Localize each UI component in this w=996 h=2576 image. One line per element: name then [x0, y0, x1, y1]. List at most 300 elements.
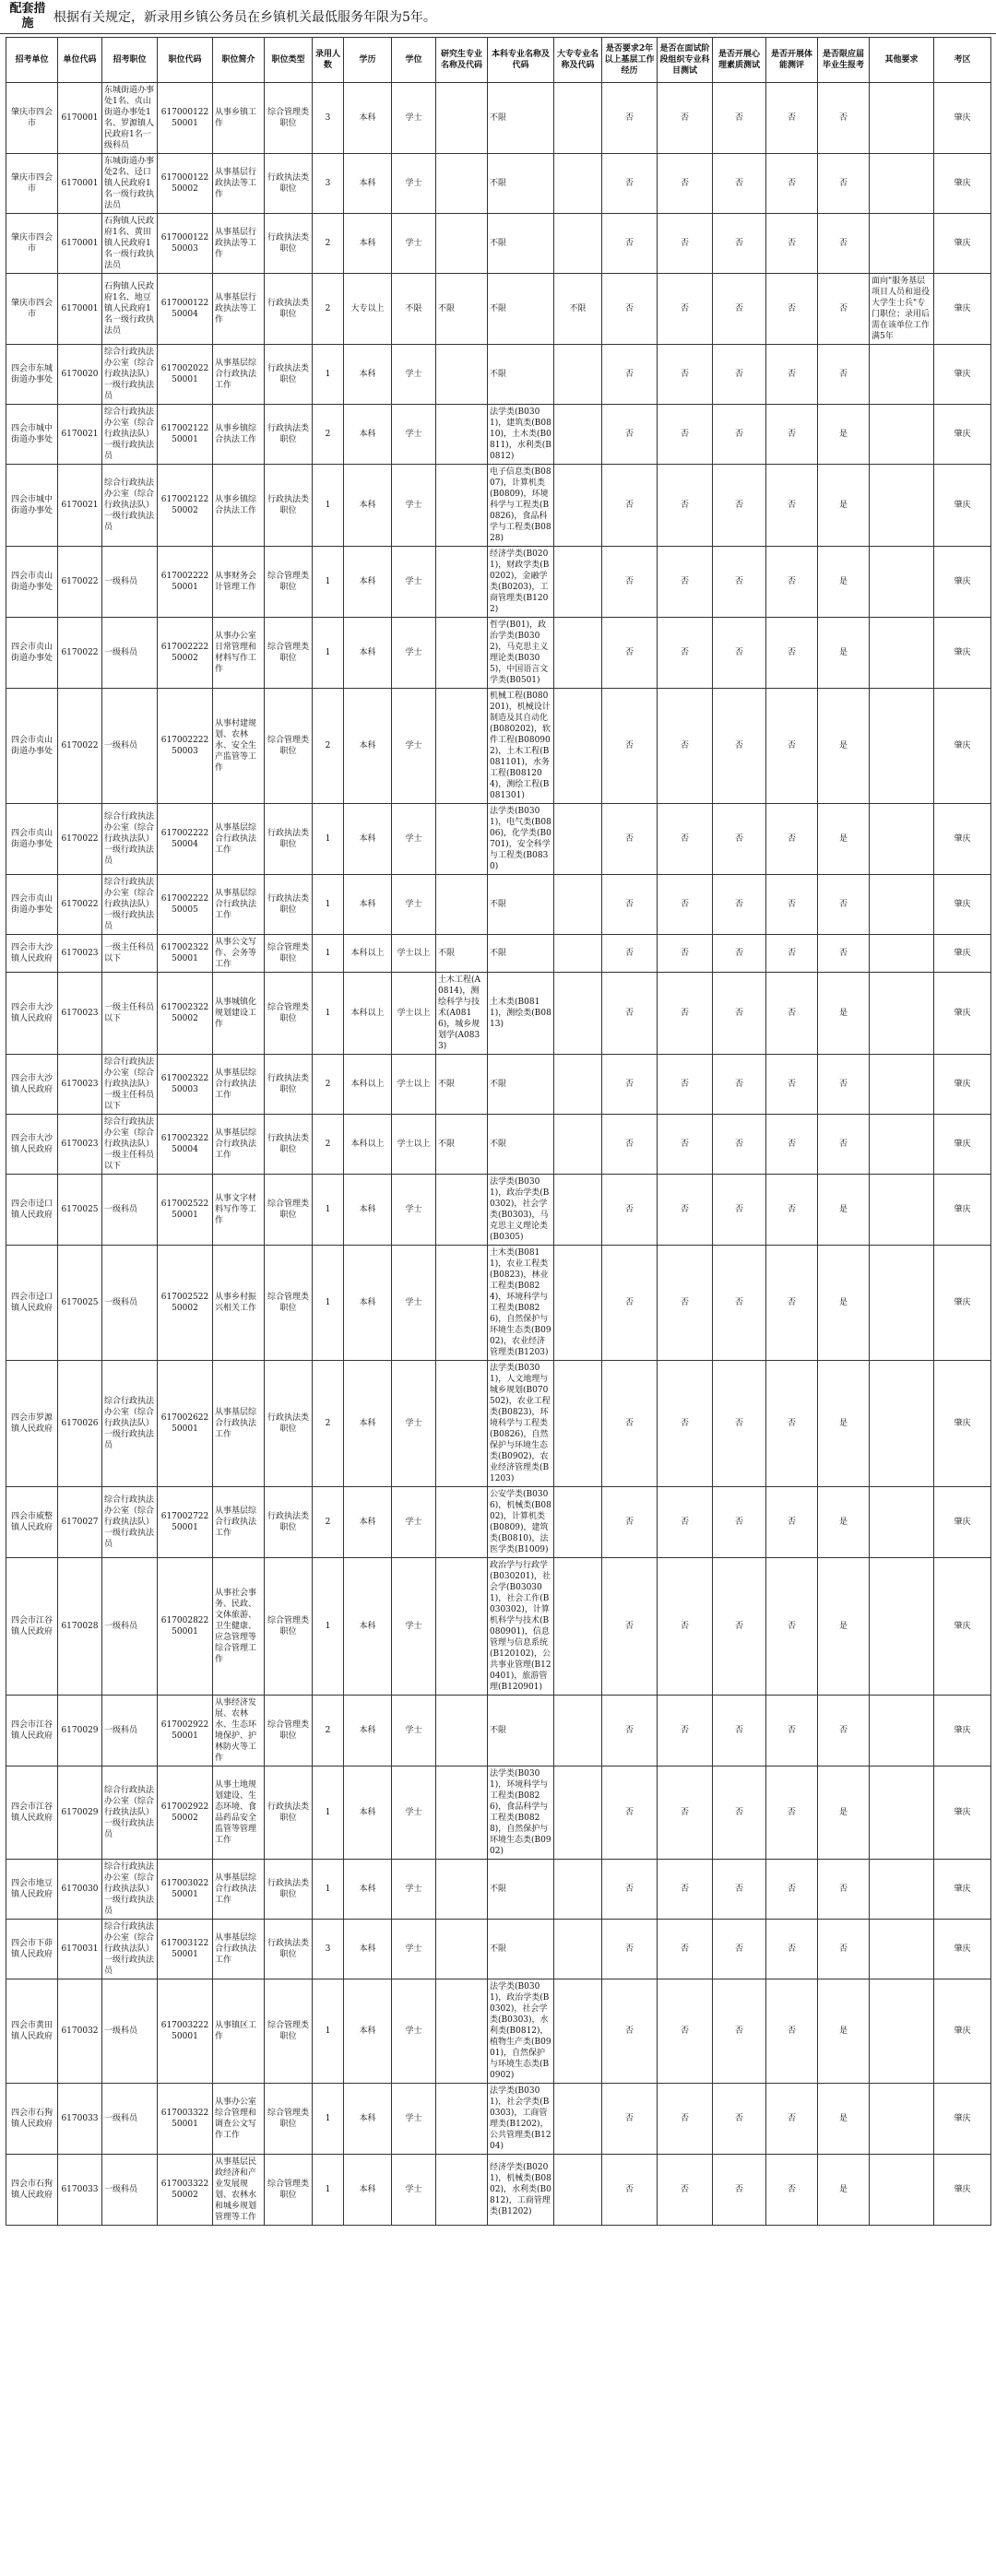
table-cell: 学士 — [392, 405, 436, 465]
table-cell: 从事基层综合行政执法工作 — [213, 1920, 265, 1979]
table-cell: 否 — [658, 1246, 713, 1361]
table-cell: 否 — [766, 618, 818, 689]
table-cell — [554, 345, 602, 405]
table-cell: 石狗镇人民政府1名、地豆镇人民政府1名一级行政执法员 — [102, 274, 158, 345]
table-cell: 否 — [713, 2084, 766, 2155]
table-cell — [554, 1487, 602, 1558]
table-cell — [870, 465, 934, 547]
table-cell — [870, 804, 934, 875]
table-cell: 1 — [313, 1979, 344, 2084]
table-cell: 是 — [818, 2084, 870, 2155]
table-cell: 否 — [602, 1767, 658, 1860]
table-cell: 否 — [766, 1696, 818, 1767]
table-cell: 学士以上 — [392, 1055, 436, 1115]
table-cell: 61700222250004 — [158, 804, 213, 875]
table-cell — [554, 1860, 602, 1920]
table-cell — [554, 689, 602, 804]
table-cell: 从事基层综合行政执法工作 — [213, 1860, 265, 1920]
table-cell — [436, 1696, 488, 1767]
table-cell: 1 — [313, 1246, 344, 1361]
table-cell: 否 — [713, 1558, 766, 1696]
table-cell: 否 — [602, 618, 658, 689]
table-cell: 不限 — [488, 154, 554, 214]
table-cell: 面向"服务基层项目人员和退役大学生士兵"专门职位；录用后需在该单位工作满5年 — [870, 274, 934, 345]
table-cell: 6170027 — [58, 1487, 102, 1558]
table-cell: 从事乡村振兴相关工作 — [213, 1246, 265, 1361]
table-cell: 行政执法类职位 — [265, 1920, 313, 1979]
table-cell: 不限 — [392, 274, 436, 345]
table-cell: 否 — [766, 2155, 818, 2226]
table-cell: 综合管理类职位 — [265, 1558, 313, 1696]
table-cell: 学士以上 — [392, 935, 436, 973]
table-cell: 肇庆市四会市 — [6, 83, 58, 154]
table-cell: 本科 — [344, 1175, 392, 1246]
table-cell — [870, 1361, 934, 1487]
notice-bar — [0, 0, 996, 34]
table-cell: 学士 — [392, 547, 436, 618]
table-cell — [436, 1767, 488, 1860]
table-cell: 61700302250001 — [158, 1860, 213, 1920]
table-cell: 否 — [602, 83, 658, 154]
table-cell: 是 — [818, 1558, 870, 1696]
table-cell: 61700252250002 — [158, 1246, 213, 1361]
table-cell: 否 — [766, 345, 818, 405]
table-cell: 否 — [713, 804, 766, 875]
table-cell: 61700232250003 — [158, 1055, 213, 1115]
table-cell: 综合行政执法办公室（综合行政执法队）一级行政执法员 — [102, 1860, 158, 1920]
table-cell: 否 — [766, 935, 818, 973]
table-cell: 否 — [602, 1920, 658, 1979]
table-cell — [870, 935, 934, 973]
table-cell: 综合管理类职位 — [265, 689, 313, 804]
table-cell: 学士以上 — [392, 973, 436, 1055]
table-cell — [436, 1920, 488, 1979]
table-cell: 否 — [766, 804, 818, 875]
table-cell: 否 — [818, 1696, 870, 1767]
table-cell: 土木类(B0811)，测绘类(B0813) — [488, 973, 554, 1055]
table-cell — [554, 405, 602, 465]
table-cell: 肇庆 — [934, 2155, 991, 2226]
table-cell: 本科 — [344, 689, 392, 804]
column-header: 研究生专业名称及代码 — [436, 38, 488, 83]
table-cell: 1 — [313, 1558, 344, 1696]
table-cell: 否 — [766, 1115, 818, 1175]
table-cell: 行政执法类职位 — [265, 345, 313, 405]
table-cell — [554, 1767, 602, 1860]
table-cell: 法学类(B0301)，人文地理与城乡规划(B070502)，农业工程类(B0823)，环境科学与工程类(B0826)，自然保护与环境生态类(B0902)，农业经济管理类(B1203) — [488, 1361, 554, 1487]
table-cell: 否 — [713, 465, 766, 547]
table-cell: 从事办公室综合管理和调查公文写作工作 — [213, 2084, 265, 2155]
table-cell: 行政执法类职位 — [265, 465, 313, 547]
table-cell: 否 — [602, 1558, 658, 1696]
table-cell: 不限 — [488, 1055, 554, 1115]
table-cell — [436, 2084, 488, 2155]
table-cell: 否 — [766, 973, 818, 1055]
table-cell: 从事土地规划建设、生态环境、食品药品安全监管等管理工作 — [213, 1767, 265, 1860]
table-cell: 一级主任科员以下 — [102, 973, 158, 1055]
table-cell: 综合行政执法办公室（综合行政执法队）一级行政执法员 — [102, 804, 158, 875]
table-cell: 6170030 — [58, 1860, 102, 1920]
table-cell: 61700012250003 — [158, 214, 213, 274]
table-cell: 否 — [766, 1055, 818, 1115]
table-cell: 是 — [818, 618, 870, 689]
table-cell: 否 — [658, 154, 713, 214]
table-cell: 2 — [313, 214, 344, 274]
table-cell: 6170031 — [58, 1920, 102, 1979]
table-cell: 否 — [658, 935, 713, 973]
table-cell: 综合管理类职位 — [265, 1246, 313, 1361]
table-cell: 61700222250003 — [158, 689, 213, 804]
table-cell: 否 — [766, 1767, 818, 1860]
table-cell: 四会市江谷镇人民政府 — [6, 1767, 58, 1860]
table-cell: 61700012250004 — [158, 274, 213, 345]
table-cell: 肇庆 — [934, 689, 991, 804]
table-cell: 6170021 — [58, 405, 102, 465]
table-cell — [436, 214, 488, 274]
table-cell: 否 — [713, 547, 766, 618]
table-cell: 行政执法类职位 — [265, 1055, 313, 1115]
table-cell: 行政执法类职位 — [265, 214, 313, 274]
table-cell: 6170029 — [58, 1767, 102, 1860]
table-cell: 学士 — [392, 804, 436, 875]
table-row — [6, 1558, 991, 1696]
column-header: 学历 — [344, 38, 392, 83]
table-row — [6, 1055, 991, 1115]
table-cell: 61700212250001 — [158, 405, 213, 465]
table-cell: 四会市石狗镇人民政府 — [6, 2155, 58, 2226]
table-cell: 6170001 — [58, 274, 102, 345]
table-cell: 四会市贞山街道办事处 — [6, 689, 58, 804]
table-cell: 否 — [658, 875, 713, 935]
table-cell — [554, 1115, 602, 1175]
table-cell: 否 — [602, 274, 658, 345]
table-cell: 综合行政执法办公室（综合行政执法队）一级行政执法员 — [102, 405, 158, 465]
table-cell: 四会市贞山街道办事处 — [6, 618, 58, 689]
column-header: 是否开展心理素质测试 — [713, 38, 766, 83]
table-cell: 本科以上 — [344, 1055, 392, 1115]
table-cell: 6170022 — [58, 804, 102, 875]
table-row — [6, 875, 991, 935]
table-cell: 否 — [713, 345, 766, 405]
table-cell: 从事财务会计管理工作 — [213, 547, 265, 618]
table-cell: 综合行政执法办公室（综合行政执法队）一级行政执法员 — [102, 1920, 158, 1979]
table-cell — [436, 465, 488, 547]
table-cell: 否 — [713, 2155, 766, 2226]
table-cell — [870, 83, 934, 154]
table-cell: 不限 — [488, 83, 554, 154]
table-cell: 行政执法类职位 — [265, 405, 313, 465]
table-cell: 1 — [313, 973, 344, 1055]
table-cell: 综合行政执法办公室（综合行政执法队）一级行政执法员 — [102, 875, 158, 935]
table-cell: 肇庆 — [934, 935, 991, 973]
column-header: 职位代码 — [158, 38, 213, 83]
table-cell: 从事乡镇综合执法工作 — [213, 405, 265, 465]
table-row — [6, 465, 991, 547]
table-cell: 本科 — [344, 1487, 392, 1558]
table-cell: 6170025 — [58, 1246, 102, 1361]
table-cell: 综合管理类职位 — [265, 618, 313, 689]
table-cell: 61700222250001 — [158, 547, 213, 618]
table-cell: 综合管理类职位 — [265, 1696, 313, 1767]
table-cell: 否 — [658, 405, 713, 465]
table-cell: 否 — [713, 274, 766, 345]
table-cell — [436, 1175, 488, 1246]
table-cell: 不限 — [436, 274, 488, 345]
column-header: 大专专业名称及代码 — [554, 38, 602, 83]
table-cell: 肇庆 — [934, 465, 991, 547]
table-cell: 是 — [818, 547, 870, 618]
table-cell — [436, 1979, 488, 2084]
table-cell: 2 — [313, 689, 344, 804]
table-cell: 否 — [658, 689, 713, 804]
table-cell — [870, 405, 934, 465]
notice-text: 根据有关规定，新录用乡镇公务员在乡镇机关最低服务年限为5年。 — [53, 10, 436, 25]
table-cell: 61700292250001 — [158, 1696, 213, 1767]
table-cell — [870, 1487, 934, 1558]
table-cell: 学士以上 — [392, 1115, 436, 1175]
table-cell: 不限 — [488, 1920, 554, 1979]
table-cell: 从事文字材料写作等工作 — [213, 1175, 265, 1246]
table-cell: 土木类(B0811)，农业工程类(B0823)，林业工程类(B0824)，环境科学与工程类(B0826)，自然保护与环境生态类(B0902)，农业经济管理类(B1203) — [488, 1246, 554, 1361]
column-header: 是否开展体能测评 — [766, 38, 818, 83]
table-cell: 61700262250001 — [158, 1361, 213, 1487]
table-cell: 否 — [818, 274, 870, 345]
table-cell: 否 — [766, 1361, 818, 1487]
table-cell: 从事城镇化规划建设工作 — [213, 973, 265, 1055]
table-cell: 综合行政执法办公室（综合行政执法队）一级行政执法员 — [102, 1487, 158, 1558]
table-cell: 综合行政执法办公室（综合行政执法队）一级主任科员以下 — [102, 1115, 158, 1175]
table-cell — [436, 1246, 488, 1361]
table-cell: 哲学(B01)，政治学类(B0302)，马克思主义理论类(B0305)，中国语言文学类(B0501) — [488, 618, 554, 689]
table-cell: 本科 — [344, 2084, 392, 2155]
table-cell: 否 — [658, 1115, 713, 1175]
table-cell: 否 — [713, 1115, 766, 1175]
table-cell: 否 — [658, 2155, 713, 2226]
table-cell: 否 — [713, 1696, 766, 1767]
table-cell — [870, 1558, 934, 1696]
table-cell — [870, 875, 934, 935]
table-cell: 肇庆 — [934, 1246, 991, 1361]
table-cell — [554, 2084, 602, 2155]
table-cell — [870, 1920, 934, 1979]
table-cell: 否 — [658, 1696, 713, 1767]
table-cell: 本科以上 — [344, 973, 392, 1055]
table-cell: 否 — [713, 405, 766, 465]
table-cell: 学士 — [392, 1175, 436, 1246]
column-header: 本科专业名称及代码 — [488, 38, 554, 83]
table-cell: 否 — [602, 1361, 658, 1487]
table-cell — [436, 1361, 488, 1487]
table-cell — [870, 1696, 934, 1767]
table-cell: 否 — [713, 1860, 766, 1920]
table-cell: 否 — [602, 1055, 658, 1115]
table-cell — [436, 83, 488, 154]
table-cell: 肇庆 — [934, 973, 991, 1055]
table-cell: 一级科员 — [102, 2155, 158, 2226]
table-cell: 肇庆 — [934, 804, 991, 875]
table-cell: 经济学类(B0201)，机械类(B0802)，水利类(B0812)，工商管理类(B1202) — [488, 2155, 554, 2226]
table-cell: 本科 — [344, 83, 392, 154]
table-cell: 本科 — [344, 1860, 392, 1920]
table-cell: 综合行政执法办公室（综合行政执法队）一级行政执法员 — [102, 1767, 158, 1860]
table-row — [6, 689, 991, 804]
table-cell: 从事基层综合行政执法工作 — [213, 875, 265, 935]
table-cell: 从事镇区工作 — [213, 1979, 265, 2084]
table-cell: 2 — [313, 1115, 344, 1175]
table-cell: 否 — [602, 935, 658, 973]
table-cell — [436, 1860, 488, 1920]
table-cell: 否 — [602, 547, 658, 618]
table-cell: 否 — [713, 1767, 766, 1860]
table-row — [6, 1920, 991, 1979]
table-cell: 综合管理类职位 — [265, 1979, 313, 2084]
table-cell: 本科 — [344, 345, 392, 405]
table-cell: 综合管理类职位 — [265, 547, 313, 618]
table-cell: 四会市城中街道办事处 — [6, 405, 58, 465]
table-cell: 6170023 — [58, 1115, 102, 1175]
table-cell: 2 — [313, 1055, 344, 1115]
table-cell: 四会市迳口镇人民政府 — [6, 1175, 58, 1246]
table-cell: 否 — [658, 1767, 713, 1860]
table-cell: 不限 — [488, 274, 554, 345]
table-cell: 6170022 — [58, 547, 102, 618]
table-cell: 行政执法类职位 — [265, 804, 313, 875]
table-cell: 综合管理类职位 — [265, 1175, 313, 1246]
table-cell: 学士 — [392, 1920, 436, 1979]
table-cell: 从事基层综合行政执法工作 — [213, 1115, 265, 1175]
table-cell — [436, 689, 488, 804]
table-cell: 学士 — [392, 875, 436, 935]
table-cell: 否 — [713, 1361, 766, 1487]
table-cell — [870, 154, 934, 214]
table-cell: 否 — [658, 1055, 713, 1115]
table-cell: 61700012250001 — [158, 83, 213, 154]
table-cell: 否 — [818, 1115, 870, 1175]
table-cell: 否 — [658, 274, 713, 345]
table-cell: 6170022 — [58, 618, 102, 689]
table-cell: 是 — [818, 1361, 870, 1487]
recruitment-table — [6, 37, 991, 2226]
table-cell: 不限 — [488, 875, 554, 935]
table-cell: 综合行政执法办公室（综合行政执法队）一级主任科员以下 — [102, 1055, 158, 1115]
table-cell: 肇庆 — [934, 547, 991, 618]
table-cell: 学士 — [392, 83, 436, 154]
table-cell: 否 — [766, 465, 818, 547]
table-cell: 本科以上 — [344, 935, 392, 973]
table-row — [6, 935, 991, 973]
table-cell: 否 — [766, 1487, 818, 1558]
table-row — [6, 2084, 991, 2155]
table-cell: 否 — [818, 83, 870, 154]
table-cell: 从事经济发展、农林水、生态环境保护、护林防火等工作 — [213, 1696, 265, 1767]
table-cell — [554, 1920, 602, 1979]
table-cell: 学士 — [392, 618, 436, 689]
table-cell — [554, 875, 602, 935]
table-cell — [436, 875, 488, 935]
table-cell: 否 — [713, 1055, 766, 1115]
table-cell: 肇庆 — [934, 1558, 991, 1696]
table-cell: 学士 — [392, 154, 436, 214]
table-cell: 否 — [658, 547, 713, 618]
table-cell: 6170022 — [58, 689, 102, 804]
table-cell: 一级科员 — [102, 1696, 158, 1767]
table-cell: 行政执法类职位 — [265, 154, 313, 214]
table-cell — [436, 547, 488, 618]
table-cell — [870, 1860, 934, 1920]
table-row — [6, 214, 991, 274]
table-row — [6, 618, 991, 689]
table-cell: 四会市江谷镇人民政府 — [6, 1558, 58, 1696]
table-cell: 否 — [713, 1487, 766, 1558]
table-cell: 肇庆 — [934, 1920, 991, 1979]
table-cell: 不限 — [488, 1115, 554, 1175]
table-cell: 1 — [313, 465, 344, 547]
table-cell: 四会市贞山街道办事处 — [6, 804, 58, 875]
table-cell: 学士 — [392, 1558, 436, 1696]
table-row — [6, 1860, 991, 1920]
table-cell: 6170021 — [58, 465, 102, 547]
table-cell — [436, 1487, 488, 1558]
table-cell — [870, 689, 934, 804]
table-cell: 否 — [766, 875, 818, 935]
table-cell: 否 — [658, 1361, 713, 1487]
table-cell: 一级科员 — [102, 2084, 158, 2155]
table-cell: 行政执法类职位 — [265, 1115, 313, 1175]
table-cell — [870, 618, 934, 689]
table-cell: 四会市地豆镇人民政府 — [6, 1860, 58, 1920]
table-cell: 本科 — [344, 1920, 392, 1979]
table-cell: 否 — [658, 1175, 713, 1246]
table-cell: 肇庆 — [934, 1175, 991, 1246]
table-header-row — [6, 38, 991, 83]
table-row — [6, 1361, 991, 1487]
table-cell: 四会市迳口镇人民政府 — [6, 1246, 58, 1361]
table-cell: 否 — [713, 689, 766, 804]
table-cell — [870, 1979, 934, 2084]
table-row — [6, 405, 991, 465]
table-cell: 否 — [818, 1920, 870, 1979]
table-cell: 否 — [766, 1558, 818, 1696]
table-cell: 否 — [602, 465, 658, 547]
table-cell: 四会市江谷镇人民政府 — [6, 1696, 58, 1767]
table-cell: 6170023 — [58, 973, 102, 1055]
table-cell: 学士 — [392, 2155, 436, 2226]
table-cell: 否 — [658, 973, 713, 1055]
table-cell: 6170020 — [58, 345, 102, 405]
table-cell: 否 — [713, 214, 766, 274]
table-cell: 东城街道办事处2名、迳口镇人民政府1名一级行政执法员 — [102, 154, 158, 214]
table-cell — [554, 1361, 602, 1487]
table-cell: 61700012250002 — [158, 154, 213, 214]
table-row — [6, 2155, 991, 2226]
table-cell: 本科以上 — [344, 1115, 392, 1175]
table-cell: 61700312250001 — [158, 1920, 213, 1979]
table-cell: 肇庆 — [934, 1696, 991, 1767]
table-cell — [554, 618, 602, 689]
table-cell: 法学类(B0301)，环境科学与工程类(B0826)，食品科学与工程类(B0828)，自然保护与环境生态类(B0902) — [488, 1767, 554, 1860]
table-cell: 否 — [818, 1860, 870, 1920]
table-cell: 否 — [818, 345, 870, 405]
table-cell: 本科 — [344, 214, 392, 274]
table-row — [6, 804, 991, 875]
table-cell: 四会市石狗镇人民政府 — [6, 2084, 58, 2155]
table-cell: 2 — [313, 1361, 344, 1487]
table-cell: 2 — [313, 1487, 344, 1558]
table-cell: 从事基层综合行政执法工作 — [213, 804, 265, 875]
table-cell: 四会市威整镇人民政府 — [6, 1487, 58, 1558]
notice-label: 配套措施 — [9, 2, 46, 30]
table-cell: 不限 — [436, 1115, 488, 1175]
